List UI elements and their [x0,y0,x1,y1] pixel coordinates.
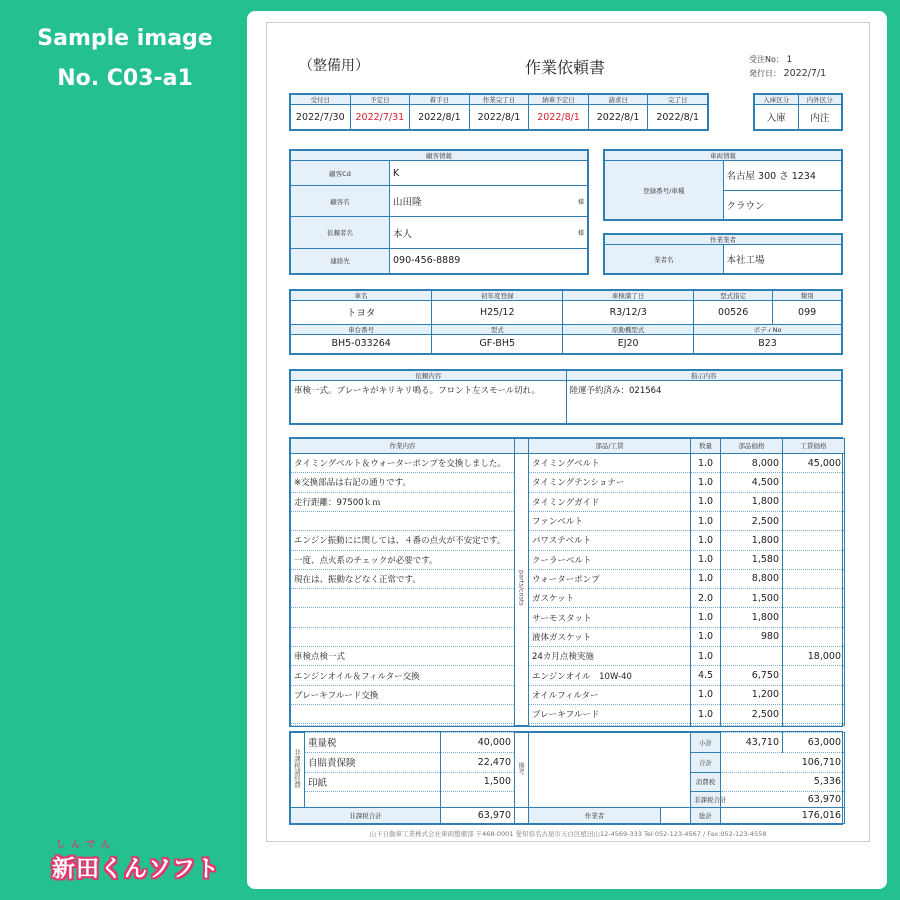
model-type: GF-BH5 [432,334,563,353]
car-name: トヨタ [291,301,432,325]
part-price: 1,580 [721,550,783,569]
part-labor [783,511,845,530]
work-line [291,511,515,530]
work-row [291,531,845,550]
classification-header: 類別 [773,291,842,301]
part-price: 2,500 [721,705,783,724]
model-type-header: 型式 [432,324,563,334]
part-price: 8,000 [721,453,783,472]
worker-sign-area [661,808,691,824]
part-price [721,724,783,726]
work-row [291,647,845,666]
work-line: ブレーキフルード交換 [291,685,515,704]
order-no-label: 受注No： [749,55,784,64]
part-name: パワステベルト [529,531,691,550]
nontax-side-label: 非課税諸経費 [293,749,301,789]
engine-type: EJ20 [563,334,694,353]
work-line: 車検点検一式 [291,647,515,666]
contact-label: 連絡先 [291,248,390,273]
work-order-sheet [266,22,870,842]
part-labor [783,550,845,569]
date-header: 完了日 [648,95,708,105]
work-row [291,473,845,492]
part-labor: 45,000 [783,453,845,472]
remarks-area [529,733,691,808]
tax-item-amount: 1,500 [441,772,515,792]
part-price: 4,500 [721,473,783,492]
first-registration: H25/12 [432,301,563,325]
tax-item-name: 印紙 [305,772,441,792]
part-qty: 1.0 [691,627,721,646]
worker-name-label: 業者名 [605,245,724,274]
part-qty: 1.0 [691,705,721,724]
issue-date-row [749,68,826,79]
brand-logo [52,840,220,883]
part-labor [783,569,845,588]
car-name-header: 車名 [291,291,432,301]
issue-date: 2022/7/1 [783,68,827,79]
work-line [291,627,515,646]
part-price: 6,750 [721,666,783,685]
part-price: 1,500 [721,589,783,608]
work-line: 走行距離：97500ｋｍ [291,492,515,511]
vehicle-section-label: 車両情報 [605,151,842,161]
tax-label: 消費税 [691,772,721,792]
subtotal-parts: 43,710 [721,733,783,753]
part-qty: 1.0 [691,550,721,569]
type-designation-header: 型式指定 [694,291,773,301]
part-name: タイミングテンショナー [529,473,691,492]
work-parts-table [289,437,843,727]
totals-table [289,731,843,825]
request-label: 依頼内容 [291,371,567,381]
part-labor [783,492,845,511]
received-date: 2022/7/30 [291,105,351,130]
tax-item-amount: 40,000 [441,733,515,753]
vehicle-model: クラウン [723,190,842,220]
entry-type: 入庫 [755,105,799,130]
part-qty: 1.0 [691,608,721,627]
work-line [291,589,515,608]
honorific: 様 [489,217,588,248]
part-price: 1,800 [721,531,783,550]
scheduled-date: 2022/7/31 [350,105,410,130]
part-qty: 1.0 [691,569,721,588]
part-price: 1,800 [721,608,783,627]
work-line: エンジンオイル＆フィルター交換 [291,666,515,685]
first-reg-header: 初年度登録 [432,291,563,301]
part-name: タイミングガイド [529,492,691,511]
part-qty [691,724,721,726]
nontax-total-label: 非課税合計 [291,808,441,824]
tax-item-amount: 22,470 [441,752,515,772]
grand-total-label: 総計 [691,808,721,824]
tax-item-amount [441,792,515,808]
part-labor [783,608,845,627]
customer-section-label: 顧客情報 [291,151,588,161]
work-row [291,685,845,704]
part-price [721,647,783,666]
work-line [291,705,515,724]
tax-item-name: 重量税 [305,733,441,753]
part-labor [783,666,845,685]
inout-type: 内注 [798,105,842,130]
work-row [291,724,845,726]
work-line [291,608,515,627]
contact-phone: 090-456-8889 [390,248,489,273]
date-header: 作業完了日 [469,95,529,105]
part-labor: 18,000 [783,647,845,666]
work-row [291,589,845,608]
complete-date: 2022/8/1 [648,105,708,130]
car-info [289,289,843,355]
tax-item-name [305,792,441,808]
company-footer: 山下自動車工業株式会社車両整備部 〒468-0001 愛知県名古屋市天白区植田山12-4569-333 Tel:052-123-4567 / Fax:052-123-4558 [369,830,767,838]
customer-name: 山田隆 [390,186,489,217]
part-name: ガスケット [529,589,691,608]
work-line: エンジン振動にに関しては、４番の点火が不安定です。 [291,531,515,550]
work-complete-date: 2022/8/1 [469,105,529,130]
work-row [291,511,845,530]
labor-price-header: 工賃価格 [783,439,845,454]
chassis-number: BH5-033264 [291,334,432,353]
nontax-total: 63,970 [441,808,515,824]
date-header: 着手日 [410,95,470,105]
order-no: 1 [786,55,793,65]
inspection-expiry: R3/12/3 [563,301,694,325]
doc-title: 作業依頼書 [525,58,606,77]
logo-ruby: しんでん [56,840,117,850]
reg-label: 登録番号/車種 [605,161,724,220]
part-qty: 1.0 [691,492,721,511]
part-qty: 4.5 [691,666,721,685]
work-row [291,705,845,724]
remarks-label: 備考 [517,762,525,776]
instruction-text: 陸運予約済み：021564 [566,381,842,424]
request-box [289,369,843,425]
work-line: 現在は、振動などなく正常です。 [291,569,515,588]
work-row [291,666,845,685]
sum-label: 合計 [691,752,721,772]
parts-header: 部品/工賃 [529,439,691,454]
part-name [529,724,691,726]
part-price: 1,800 [721,492,783,511]
worker-sign-label: 作業者 [529,808,661,824]
parts-costs-label: parts/costs [517,570,526,606]
part-qty: 1.0 [691,685,721,704]
part-qty: 1.0 [691,453,721,472]
body-no-header: ボディNo [694,324,842,334]
sample-image-title: Sample image [37,26,213,51]
part-qty: 1.0 [691,647,721,666]
work-header: 作業内容 [291,439,515,454]
part-labor [783,627,845,646]
requester-name: 本人 [390,217,489,248]
customer-info [289,149,589,275]
subtotal-labor: 63,000 [783,733,845,753]
registration-number: 名古屋 300 さ 1234 [723,161,842,191]
start-date: 2022/8/1 [410,105,470,130]
part-price: 980 [721,627,783,646]
logo-text: 新田くんソフト [52,856,220,882]
part-name: タイミングベルト [529,453,691,472]
part-price: 2,500 [721,511,783,530]
tax-value: 5,336 [721,772,845,792]
part-price: 1,200 [721,685,783,704]
inout-type-header: 内外区分 [798,95,842,105]
inspection-expiry-header: 車検満了日 [563,291,694,301]
work-line: 一度、点火系のチェックが必要です。 [291,550,515,569]
worker-info [603,233,843,275]
work-row [291,550,845,569]
part-name: 液体ガスケット [529,627,691,646]
part-qty: 1.0 [691,473,721,492]
customer-cd-label: 顧客Cd [291,161,390,186]
customer-name-label: 顧客名 [291,186,390,217]
entry-type-header: 入庫区分 [755,95,799,105]
part-name: オイルフィルター [529,685,691,704]
part-labor [783,589,845,608]
order-no-row [749,54,792,65]
part-name: ブレーキフルード [529,705,691,724]
qty-header: 数量 [691,439,721,454]
kubun-table [753,93,843,131]
date-header: 請求日 [588,95,648,105]
worker-section-label: 作業業者 [605,235,842,245]
work-row [291,453,845,472]
part-labor [783,531,845,550]
work-row [291,608,845,627]
vehicle-info [603,149,843,221]
instruction-label: 指示内容 [566,371,842,381]
work-line [291,724,515,726]
doc-category: （整備用） [299,58,369,74]
sum-value: 106,710 [721,752,845,772]
nontax-total-label-right: 非課税合計 [691,792,721,808]
subtotal-label: 小計 [691,733,721,753]
part-name: 24カ月点検実施 [529,647,691,666]
tax-item-name: 自賠責保険 [305,752,441,772]
body-number: B23 [694,334,842,353]
dates-table [289,93,709,131]
date-header: 納車予定日 [529,95,589,105]
delivery-date: 2022/8/1 [529,105,589,130]
type-designation: 00526 [694,301,773,325]
grand-total: 176,016 [721,808,845,824]
part-labor [783,705,845,724]
honorific: 様 [489,186,588,217]
part-name: クーラーベルト [529,550,691,569]
work-row [291,569,845,588]
invoice-date: 2022/8/1 [588,105,648,130]
chassis-no-header: 車台番号 [291,324,432,334]
work-row [291,627,845,646]
part-qty: 2.0 [691,589,721,608]
requester-label: 依頼者名 [291,217,390,248]
worker-name: 本社工場 [723,245,842,274]
part-qty: 1.0 [691,511,721,530]
customer-cd: K [390,161,489,186]
part-price: 8,800 [721,569,783,588]
part-qty: 1.0 [691,531,721,550]
part-name: ウォーターポンプ [529,569,691,588]
part-labor [783,685,845,704]
part-labor [783,724,845,726]
date-header: 予定日 [350,95,410,105]
engine-type-header: 原動機型式 [563,324,694,334]
parts-price-header: 部品価格 [721,439,783,454]
work-line: ※交換部品は右記の通りです。 [291,473,515,492]
nontax-total-right: 63,970 [721,792,845,808]
request-text: 車検一式。ブレーキがキリキリ鳴る。フロント左スモール切れ。 [291,381,567,424]
classification: 099 [773,301,842,325]
part-name: サーモスタット [529,608,691,627]
date-header: 受付日 [291,95,351,105]
issue-date-label: 発行日： [749,69,781,78]
sample-number: No. C03-a1 [57,66,193,91]
work-line: タイミングベルト＆ウォーターポンプを交換しました。 [291,453,515,472]
part-name: ファンベルト [529,511,691,530]
part-name: エンジンオイル 10W-40 [529,666,691,685]
part-labor [783,473,845,492]
work-row [291,492,845,511]
